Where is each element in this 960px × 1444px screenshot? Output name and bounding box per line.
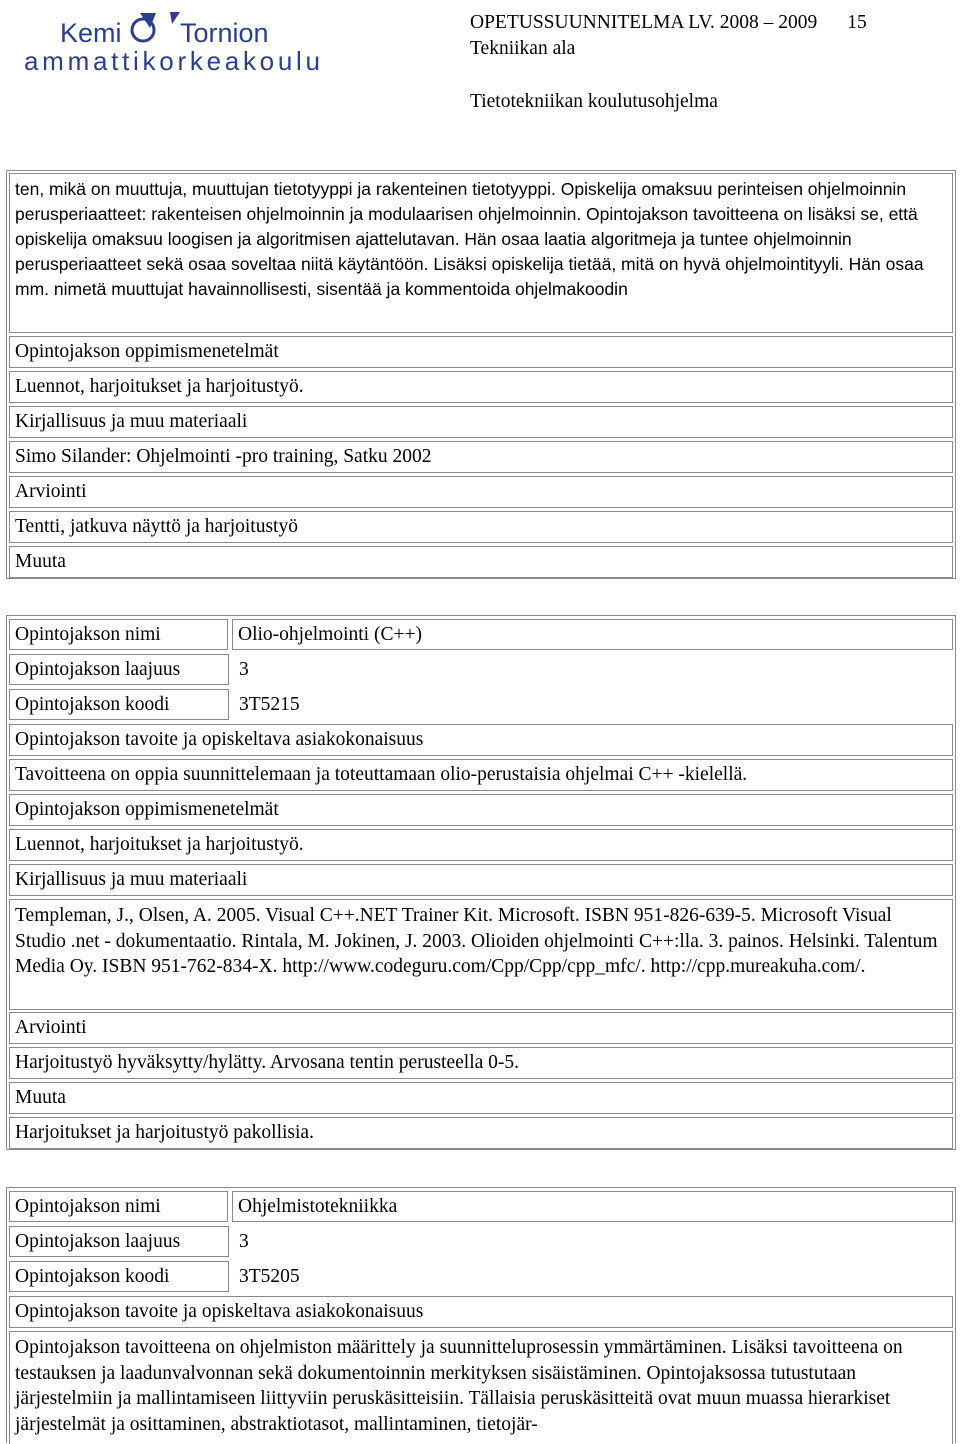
page-number: 15 (847, 12, 867, 33)
course-scope-row (9, 654, 953, 685)
literature-value: Templeman, J., Olsen, A. 2005. Visual C++.NET Trainer Kit. Microsoft. ISBN 951-826-639-5. Microsoft Visual Studio .net - dokumentaatio. Rintala, M. Jokinen, J. 2003. Olioiden ohjelmointi C++:lla. 3. painos. Helsinki. Talentum Media Oy. ISBN 951-762-834-X. http://www.codeguru.com/Cpp/Cpp/cpp_mfc/. http://cpp.mureakuha.com/. (9, 899, 953, 1010)
course-name-row (9, 1191, 953, 1222)
course-scope-label: Opintojakson laajuus (9, 654, 229, 685)
assessment-value: Tentti, jatkuva näyttö ja harjoitustyö (9, 511, 953, 543)
course-scope-value: 3 (239, 659, 249, 680)
course-name-row (9, 619, 953, 650)
course-section-2 (6, 615, 956, 1150)
kemi-tornio-logo (22, 8, 342, 76)
course-code-label: Opintojakson koodi (9, 689, 229, 720)
course-name-label: Opintojakson nimi (9, 619, 228, 650)
other-label: Muuta (9, 1082, 953, 1114)
course-name-value: Ohjelmistotekniikka (232, 1191, 953, 1222)
assessment-label: Arviointi (9, 1012, 953, 1044)
course-code-value: 3T5205 (239, 1266, 300, 1287)
methods-value: Luennot, harjoitukset ja harjoitustyö. (9, 829, 953, 861)
course-scope-value: 3 (239, 1231, 249, 1252)
course-name-value: Olio-ohjelmointi (C++) (232, 619, 953, 650)
course-scope-row (9, 1226, 953, 1257)
page-header (0, 0, 960, 140)
course-name-label: Opintojakson nimi (9, 1191, 228, 1222)
programme-name: Tietotekniikan koulutusohjelma (470, 91, 718, 112)
course-section-3 (6, 1187, 956, 1443)
other-value: Harjoitukset ja harjoitustyö pakollisia. (9, 1117, 953, 1149)
course-code-value: 3T5215 (239, 694, 300, 715)
goal-label: Opintojakson tavoite ja opiskeltava asiakokonaisuus (9, 724, 953, 756)
field-name: Tekniikan ala (470, 38, 576, 59)
assessment-value: Harjoitustyö hyväksytty/hylätty. Arvosana tentin perusteella 0-5. (9, 1047, 953, 1079)
document-title (470, 10, 867, 36)
course-code-row (9, 1261, 953, 1292)
svg-text:Tornion: Tornion (180, 18, 269, 48)
svg-text:Kemi: Kemi (60, 18, 122, 48)
course-scope-label: Opintojakson laajuus (9, 1226, 229, 1257)
methods-value: Luennot, harjoitukset ja harjoitustyö. (9, 371, 953, 403)
goal-value: Tavoitteena on oppia suunnittelemaan ja toteuttamaan olio-perustaisia ohjelmai C++ -kielellä. (9, 759, 953, 791)
literature-label: Kirjallisuus ja muu materiaali (9, 406, 953, 438)
svg-text:ammattikorkeakoulu: ammattikorkeakoulu (24, 46, 320, 76)
course-code-row (9, 689, 953, 720)
course-section-1 (6, 170, 956, 579)
literature-label: Kirjallisuus ja muu materiaali (9, 864, 953, 896)
methods-label: Opintojakson oppimismenetelmät (9, 794, 953, 826)
literature-value: Simo Silander: Ohjelmointi -pro training, Satku 2002 (9, 441, 953, 473)
goal-label: Opintojakson tavoite ja opiskeltava asiakokonaisuus (9, 1296, 953, 1328)
goal-value: Opintojakson tavoitteena on ohjelmiston määrittely ja suunnitteluprosessin ymmärtäminen. Lisäksi tavoitteena on testauksen ja laadunvalvonnan sekä dokumentoinnin merkityksen sisäistäminen. Opintojaksossa tutustutaan järjestelmiin ja mallintamiseen liittyviin peruskäsitteisiin. Tällaisia peruskäsitteitä ovat muun muassa hierarkiset järjestelmät ja osittaminen, abstraktiotasot, mallintaminen, tietojär- (9, 1331, 953, 1444)
methods-label: Opintojakson oppimismenetelmät (9, 336, 953, 368)
assessment-label: Arviointi (9, 476, 953, 508)
document-title-text: OPETUSSUUNNITELMA LV. 2008 – 2009 (470, 12, 818, 33)
course-description-continued: ten, mikä on muuttuja, muuttujan tietotyyppi ja rakenteinen tietotyyppi. Opiskelija omaksuu perinteisen ohjelmoinnin perusperiaatteet: rakenteisen ohjelmoinnin ja modulaarisen ohjelmoinnin. Opintojakson tavoitteena on lisäksi se, että opiskelija omaksuu loogisen ja algoritmisen ajattelutavan. Hän osaa laatia algoritmeja ja tuntee ohjelmoinnin perusperiaatteet sekä osaa soveltaa niitä käytäntöön. Lisäksi opiskelija tietää, mitä on hyvä ohjelmointityyli. Hän osaa mm. nimetä muuttujat havainnollisesti, sisentää ja kommentoida ohjelmakoodin (9, 173, 953, 333)
course-code-label: Opintojakson koodi (9, 1261, 229, 1292)
other-label: Muuta (9, 546, 953, 578)
